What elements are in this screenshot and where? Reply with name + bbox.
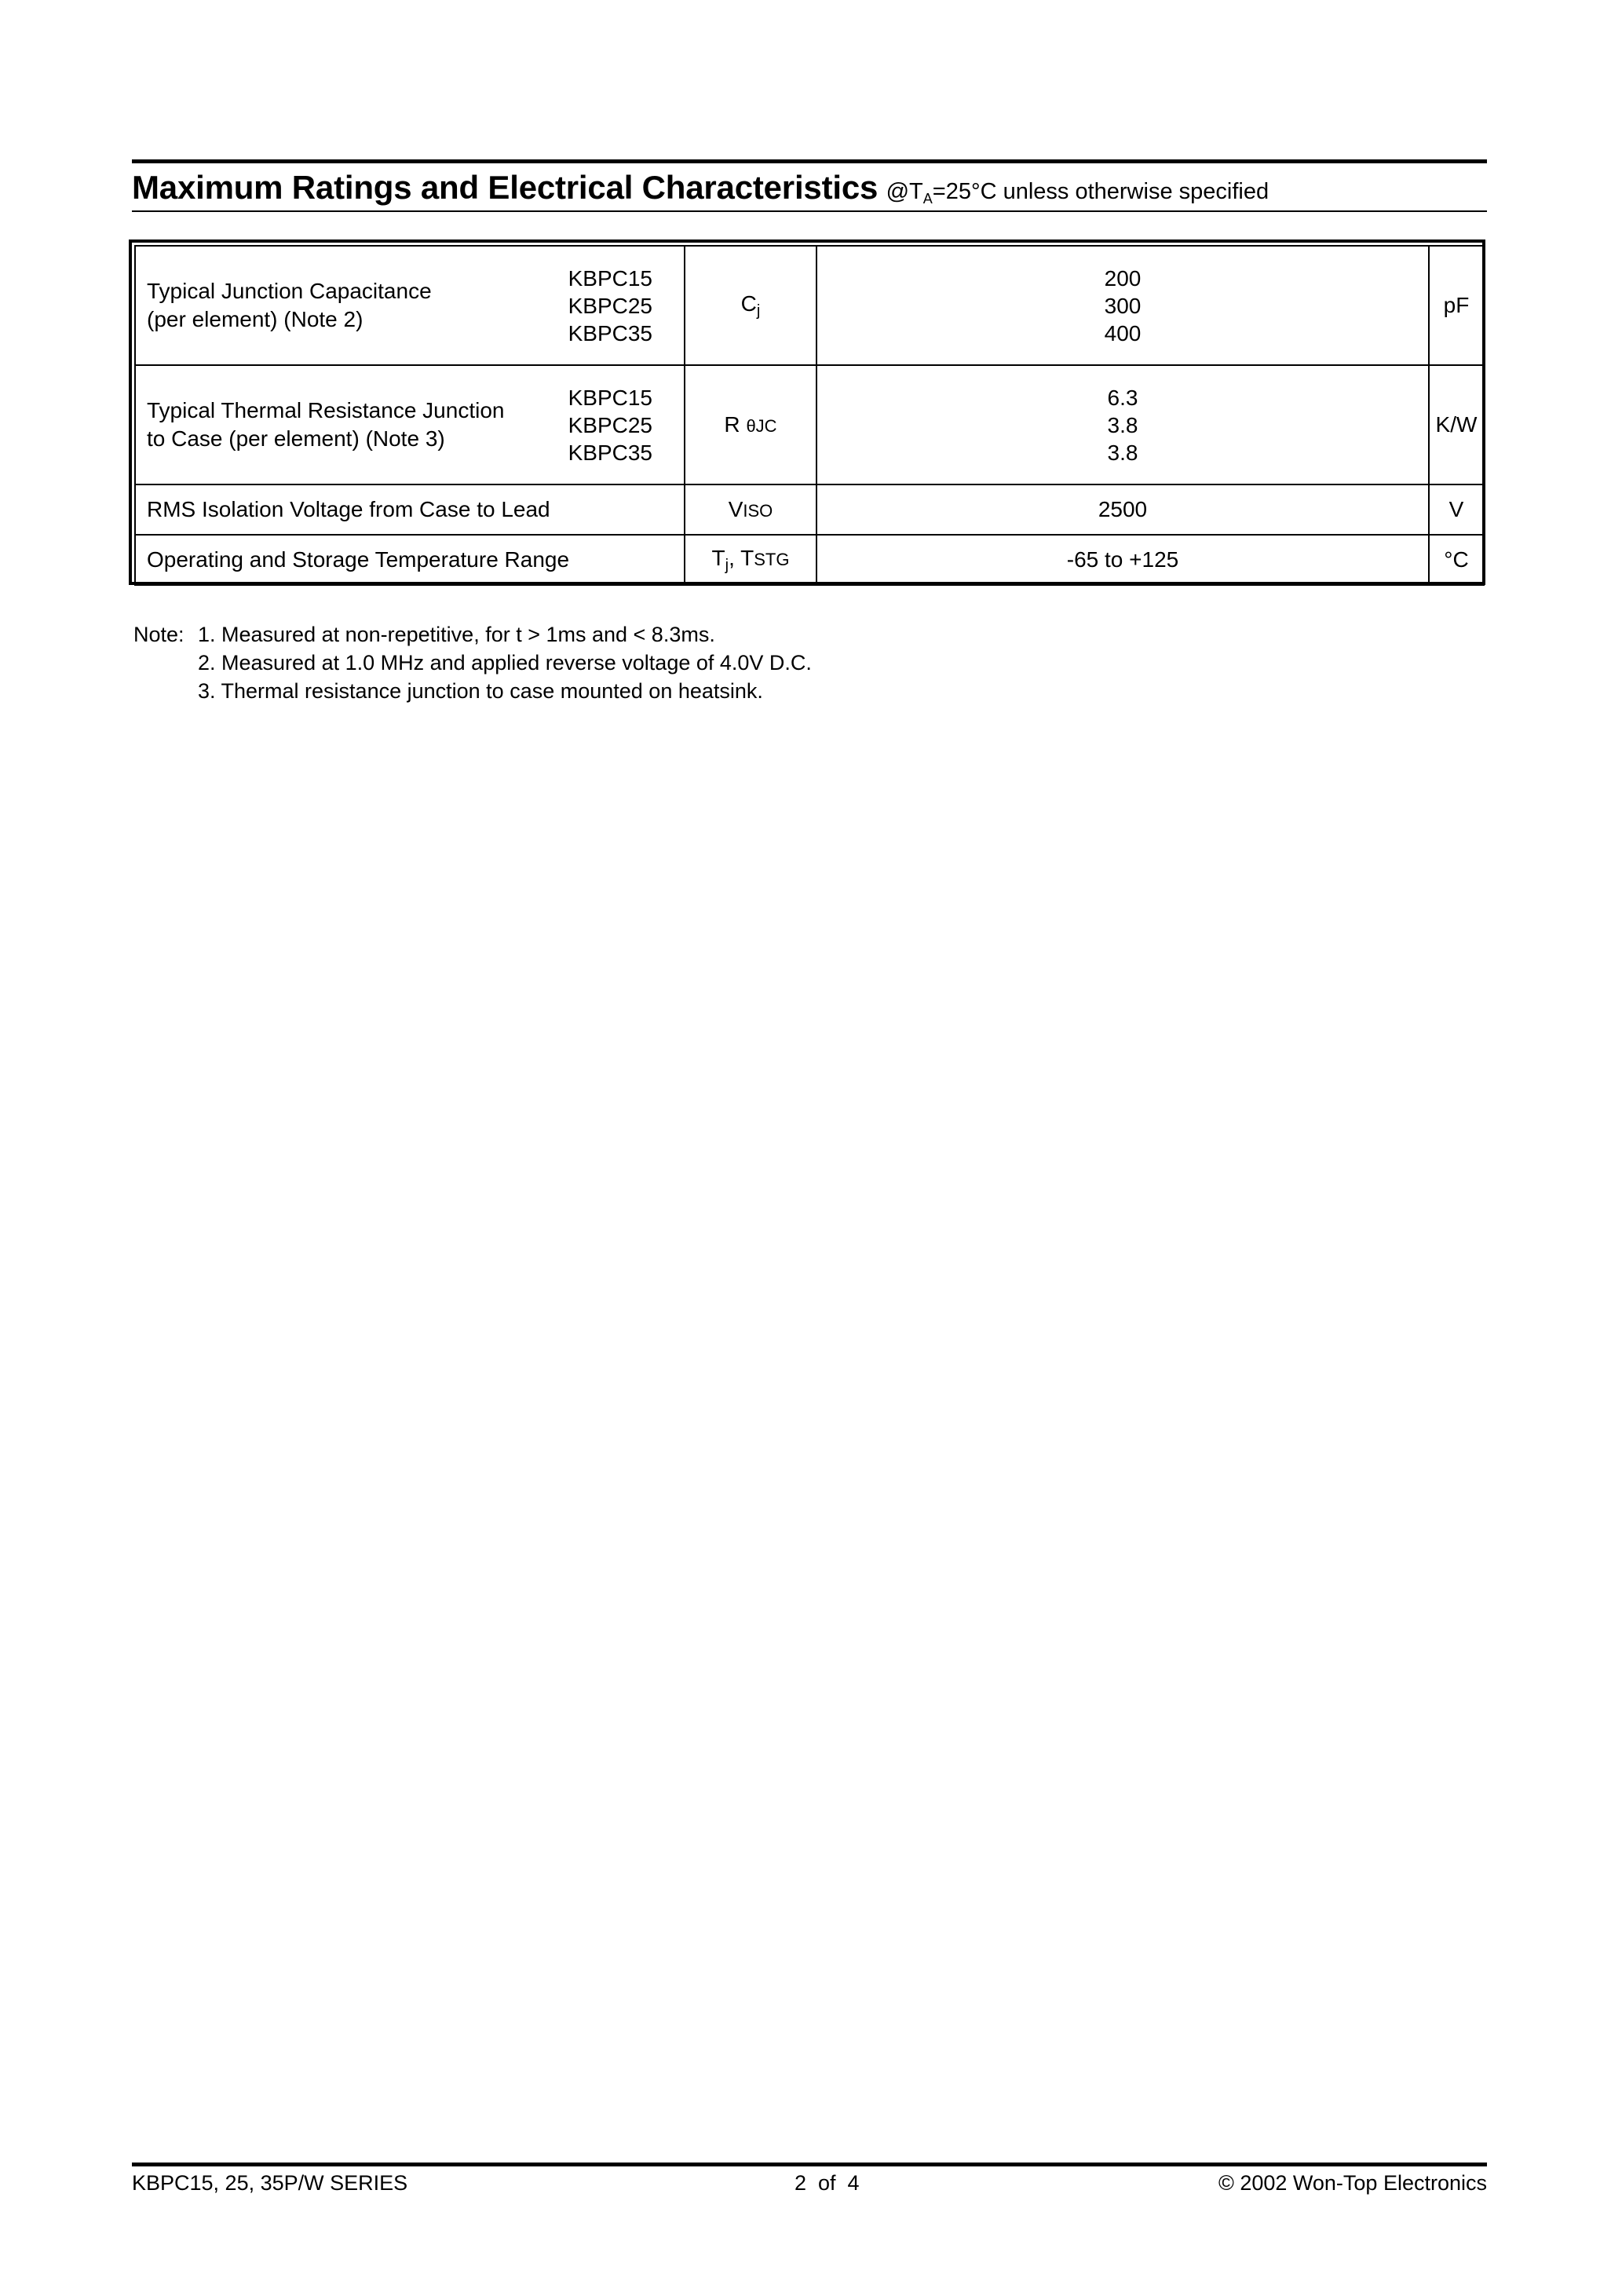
model-label: KBPC35 <box>568 320 652 345</box>
heading-condition: $@T_A=25^\circ C$ unless otherwise specified <box>886 179 1269 207</box>
param-line: (per element) (Note 2) <box>147 307 363 331</box>
value: 200 <box>1104 265 1142 291</box>
param-line: to Case (per element) (Note 3) <box>147 426 445 451</box>
note-label: Note: <box>133 623 184 646</box>
footer-copyright: © 2002 Won-Top Electronics <box>1218 2171 1487 2195</box>
model-label: KBPC25 <box>568 293 652 318</box>
footer-series: KBPC15, 25, 35P/W SERIES <box>132 2171 408 2195</box>
table-row <box>135 246 1484 365</box>
heading-title: Maximum Ratings and Electrical Characteristics <box>132 169 879 206</box>
ratings-table-frame <box>129 239 1485 585</box>
model-label: KBPC25 <box>568 412 652 437</box>
top-rule <box>132 159 1487 163</box>
value-cell <box>816 365 1429 484</box>
symbol-cell: R θJC <box>685 365 816 484</box>
value-cell: -65 to +125 <box>816 535 1429 585</box>
value: 400 <box>1104 320 1142 345</box>
value: 3.8 <box>1107 440 1138 465</box>
table-row <box>135 484 1484 535</box>
note-item <box>133 677 812 705</box>
model-label: KBPC15 <box>568 385 652 410</box>
symbol-cell: $C_j$ <box>685 246 816 365</box>
value: 6.3 <box>1107 385 1138 410</box>
param-line: Typical Thermal Resistance Junction <box>147 398 505 422</box>
value: 3.8 <box>1107 412 1138 437</box>
note-item <box>133 620 812 649</box>
model-label: KBPC15 <box>568 265 652 291</box>
param-cell: Operating and Storage Temperature Range <box>135 535 685 585</box>
note-text: 2. Measured at 1.0 MHz and applied reverse voltage of 4.0V D.C. <box>198 651 812 675</box>
note-text: 1. Measured at non-repetitive, for t > 1ms and < 8.3ms. <box>198 623 715 646</box>
unit-cell: °C <box>1429 535 1484 585</box>
note-item <box>133 649 812 677</box>
unit-cell: pF <box>1429 246 1484 365</box>
notes <box>133 620 812 705</box>
table-row <box>135 365 1484 484</box>
model-label: KBPC35 <box>568 440 652 465</box>
value-cell <box>816 246 1429 365</box>
value-cell: 2500 <box>816 484 1429 535</box>
note-text: 3. Thermal resistance junction to case mounted on heatsink. <box>198 679 763 703</box>
param-cell <box>135 365 685 484</box>
symbol-cell: $T_j$, TSTG <box>685 535 816 585</box>
footer-rule <box>132 2163 1487 2166</box>
param-line: Typical Junction Capacitance <box>147 279 432 303</box>
value: 300 <box>1104 293 1142 318</box>
unit-cell: V <box>1429 484 1484 535</box>
heading-underline <box>132 210 1487 212</box>
symbol-cell: VISO <box>685 484 816 535</box>
footer-page-number: 2 of 4 <box>795 2171 860 2195</box>
param-cell <box>135 246 685 365</box>
ratings-table <box>134 245 1485 586</box>
unit-cell: K/W <box>1429 365 1484 484</box>
table-row <box>135 535 1484 585</box>
param-cell: RMS Isolation Voltage from Case to Lead <box>135 484 685 535</box>
